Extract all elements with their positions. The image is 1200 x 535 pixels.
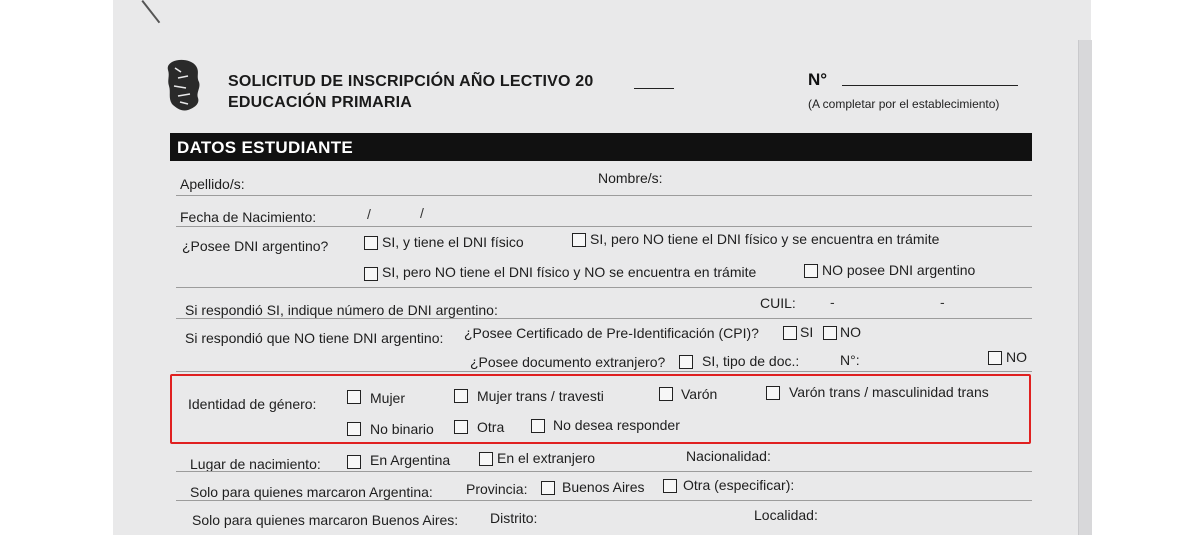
dni-question: ¿Posee DNI argentino?: [182, 238, 329, 254]
dni-line: [176, 287, 1032, 288]
province-logo: [166, 58, 202, 114]
dni-opt4-label: NO posee DNI argentino: [822, 262, 976, 278]
lugar-arg-checkbox[interactable]: [347, 455, 361, 469]
apellido-line[interactable]: [176, 195, 1032, 196]
solo-arg-label: Solo para quienes marcaron Argentina:: [190, 484, 433, 500]
ext-question: ¿Posee documento extranjero?: [470, 354, 666, 370]
number-label: N°: [808, 70, 828, 89]
lugar-label: Lugar de nacimiento:: [190, 456, 321, 472]
cpi-si-label: SI: [800, 324, 814, 340]
apellido-label: Apellido/s:: [180, 176, 245, 192]
nacionalidad-label: Nacionalidad:: [686, 448, 771, 464]
distrito-label: Distrito:: [490, 510, 538, 526]
dni-opt4-checkbox[interactable]: [804, 264, 818, 278]
ext-si-checkbox[interactable]: [679, 355, 693, 369]
lugar-ext-label: En el extranjero: [497, 450, 596, 466]
genero-option-label: Mujer: [370, 390, 406, 406]
fecha-line[interactable]: [176, 226, 1032, 227]
lugar-line: [176, 471, 1032, 472]
genero-option-label: Mujer trans / travesti: [477, 388, 604, 404]
genero-option-label: Varón: [681, 386, 718, 402]
genero-highlight-box: [170, 374, 1031, 444]
lugar-ext-checkbox[interactable]: [479, 452, 493, 466]
cuil-label: CUIL:: [760, 295, 796, 311]
number-note: (A completar por el establecimiento): [808, 97, 1000, 111]
cuil-separator: -: [940, 294, 945, 310]
no-dni-label: Si respondió que NO tiene DNI argentino:: [185, 330, 444, 346]
localidad-label: Localidad:: [754, 507, 818, 523]
dni-opt3-checkbox[interactable]: [364, 267, 378, 281]
date-separator: /: [420, 205, 424, 221]
solo-arg-line: [176, 500, 1032, 501]
genero-option-label: No desea responder: [553, 417, 680, 433]
dni-opt1-label: SI, y tiene el DNI físico: [382, 234, 524, 250]
cpi-no-label: NO: [840, 324, 861, 340]
section-header: [170, 133, 1032, 161]
date-separator: /: [367, 206, 371, 222]
dni-number-label: Si respondió SI, indique número de DNI argentino:: [185, 302, 498, 318]
cuil-separator: -: [830, 294, 835, 310]
section-title: DATOS ESTUDIANTE: [177, 138, 354, 157]
prov-otra-checkbox[interactable]: [663, 479, 677, 493]
prov-otra-label: Otra (especificar):: [683, 477, 795, 493]
dni-opt3-label: SI, pero NO tiene el DNI físico y NO se encuentra en trámite: [382, 264, 757, 280]
lugar-arg-label: En Argentina: [370, 452, 451, 468]
form-title: SOLICITUD DE INSCRIPCIÓN AÑO LECTIVO 20: [228, 73, 594, 90]
solo-ba-label: Solo para quienes marcaron Buenos Aires:: [192, 512, 459, 528]
prov-ba-checkbox[interactable]: [541, 481, 555, 495]
ext-si-label: SI, tipo de doc.:: [702, 353, 800, 369]
genero-option-label: No binario: [370, 421, 434, 437]
cpi-si-checkbox[interactable]: [783, 326, 797, 340]
cpi-question: ¿Posee Certificado de Pre-Identificación (CPI)?: [464, 325, 759, 341]
genero-option-label: Otra: [477, 419, 505, 435]
number-blank[interactable]: [842, 85, 1018, 86]
prov-ba-label: Buenos Aires: [562, 479, 645, 495]
paper-edge: [1078, 40, 1092, 535]
year-blank[interactable]: [634, 88, 674, 89]
provincia-label: Provincia:: [466, 481, 528, 497]
dni-number-line[interactable]: [176, 318, 1032, 319]
genero-option-label: Varón trans / masculinidad trans: [789, 384, 989, 400]
ext-num-label: N°:: [840, 352, 860, 368]
fecha-label: Fecha de Nacimiento:: [180, 209, 317, 225]
ext-no-checkbox[interactable]: [988, 351, 1002, 365]
form-subtitle: EDUCACIÓN PRIMARIA: [228, 94, 413, 111]
genero-label: Identidad de género:: [188, 396, 317, 412]
dni-opt2-label: SI, pero NO tiene el DNI físico y se encuentra en trámite: [590, 231, 940, 247]
dni-opt2-checkbox[interactable]: [572, 233, 586, 247]
ext-line: [176, 371, 1032, 372]
dni-opt1-checkbox[interactable]: [364, 236, 378, 250]
ext-no-label: NO: [1006, 349, 1027, 365]
nombre-label: Nombre/s:: [598, 170, 663, 186]
cpi-no-checkbox[interactable]: [823, 326, 837, 340]
